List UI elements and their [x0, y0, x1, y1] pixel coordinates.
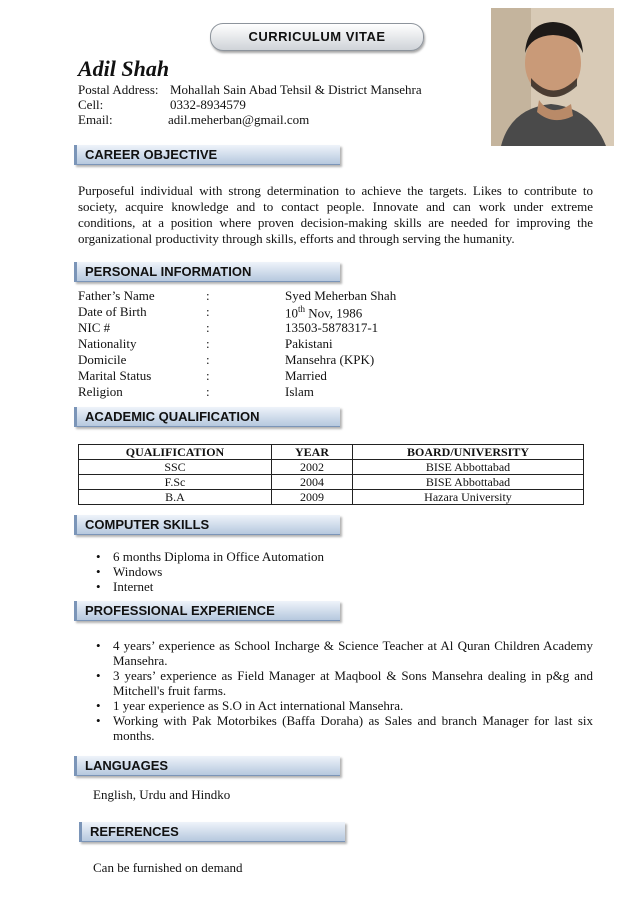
colon-separator: :: [206, 320, 210, 335]
personal-value: Mansehra (KPK): [285, 352, 375, 367]
section-header-references: REFERENCES: [79, 822, 345, 842]
list-item: • 4 years’ experience as School Incharge & Science Teacher at Al Quran Children Academy Mansehra.: [96, 638, 593, 668]
section-header-academic-qualification: ACADEMIC QUALIFICATION: [74, 407, 340, 427]
section-header-personal-information: PERSONAL INFORMATION: [74, 262, 340, 282]
column-header: BOARD/UNIVERSITY: [353, 445, 584, 460]
dob-ordinal: th: [298, 304, 306, 314]
section-header-career-objective: CAREER OBJECTIVE: [74, 145, 340, 165]
colon-separator: :: [206, 304, 210, 319]
contact-value: 0332-8934579: [170, 97, 246, 112]
list-item: • 1 year experience as S.O in Act international Mansehra.: [96, 698, 593, 713]
dob-day: 10: [285, 305, 298, 321]
contact-value: adil.meherban@gmail.com: [168, 112, 310, 127]
personal-label: Father’s Name: [78, 288, 155, 303]
colon-separator: :: [206, 384, 210, 399]
section-header-languages: LANGUAGES: [74, 756, 340, 776]
table-cell: 2009: [272, 490, 353, 505]
column-header: QUALIFICATION: [79, 445, 272, 460]
personal-value: [285, 304, 362, 321]
table-cell: B.A: [79, 490, 272, 505]
personal-label: Domicile: [78, 352, 127, 367]
table-cell: SSC: [79, 460, 272, 475]
table-cell: 2002: [272, 460, 353, 475]
references-text: Can be furnished on demand: [93, 860, 243, 875]
personal-label: Date of Birth: [78, 304, 147, 319]
contact-address: [78, 82, 478, 98]
colon-separator: :: [206, 368, 210, 383]
experience-list: [96, 638, 593, 743]
contact-label: Email:: [78, 112, 113, 127]
list-item: • 3 years’ experience as Field Manager at Maqbool & Sons Mansehra dealing in p&g and Mitchell's fruit farms.: [96, 668, 593, 698]
table-cell: BISE Abbottabad: [353, 475, 584, 490]
list-item: • Windows: [96, 564, 576, 579]
personal-label: Nationality: [78, 336, 137, 351]
personal-row: [78, 336, 578, 352]
colon-separator: :: [206, 336, 210, 351]
table-cell: F.Sc: [79, 475, 272, 490]
academic-table: [78, 444, 584, 505]
table-cell: BISE Abbottabad: [353, 460, 584, 475]
profile-photo: [491, 8, 614, 146]
personal-row: [78, 320, 578, 336]
table-cell: 2004: [272, 475, 353, 490]
colon-separator: :: [206, 352, 210, 367]
table-cell: Hazara University: [353, 490, 584, 505]
table-row: [79, 475, 584, 490]
personal-row: [78, 304, 578, 320]
personal-value: Married: [285, 368, 327, 383]
personal-label: Religion: [78, 384, 123, 399]
personal-row: [78, 352, 578, 368]
applicant-name: Adil Shah: [78, 56, 170, 81]
personal-value: 13503-5878317-1: [285, 320, 379, 335]
contact-cell: [78, 97, 478, 113]
personal-row: [78, 368, 578, 384]
contact-value: Mohallah Sain Abad Tehsil & District Mansehra: [170, 82, 422, 97]
contact-label: Cell:: [78, 97, 104, 112]
personal-label: NIC #: [78, 320, 111, 335]
column-header: YEAR: [272, 445, 353, 460]
list-item: • 6 months Diploma in Office Automation: [96, 549, 576, 564]
languages-text: English, Urdu and Hindko: [93, 787, 231, 802]
dob-rest: Nov, 1986: [305, 305, 363, 321]
career-objective-text: Purposeful individual with strong determination to achieve the targets. Likes to contribute to society, acquire knowledge and to contact people. Innovate and can work under extreme conditions, at a position where proven decision-making skills are needed for improving the organizational productivity through skills, efforts and through serving the humanity.: [78, 183, 593, 246]
colon-separator: :: [206, 288, 210, 303]
document-title: CURRICULUM VITAE: [210, 23, 424, 51]
table-row: [79, 460, 584, 475]
personal-value: Islam: [285, 384, 314, 399]
table-header-row: [79, 445, 584, 460]
table-row: [79, 490, 584, 505]
personal-row: [78, 288, 578, 304]
list-item: • Internet: [96, 579, 576, 594]
personal-value: Pakistani: [285, 336, 333, 351]
contact-email: [78, 112, 478, 128]
personal-label: Marital Status: [78, 368, 152, 383]
section-header-professional-experience: PROFESSIONAL EXPERIENCE: [74, 601, 340, 621]
list-item: • Working with Pak Motorbikes (Baffa Doraha) as Sales and branch Manager for last six months.: [96, 713, 593, 743]
section-header-computer-skills: COMPUTER SKILLS: [74, 515, 340, 535]
computer-skills-list: [96, 549, 576, 594]
personal-row: [78, 384, 578, 400]
contact-label: Postal Address:: [78, 82, 159, 97]
personal-value: Syed Meherban Shah: [285, 288, 397, 303]
